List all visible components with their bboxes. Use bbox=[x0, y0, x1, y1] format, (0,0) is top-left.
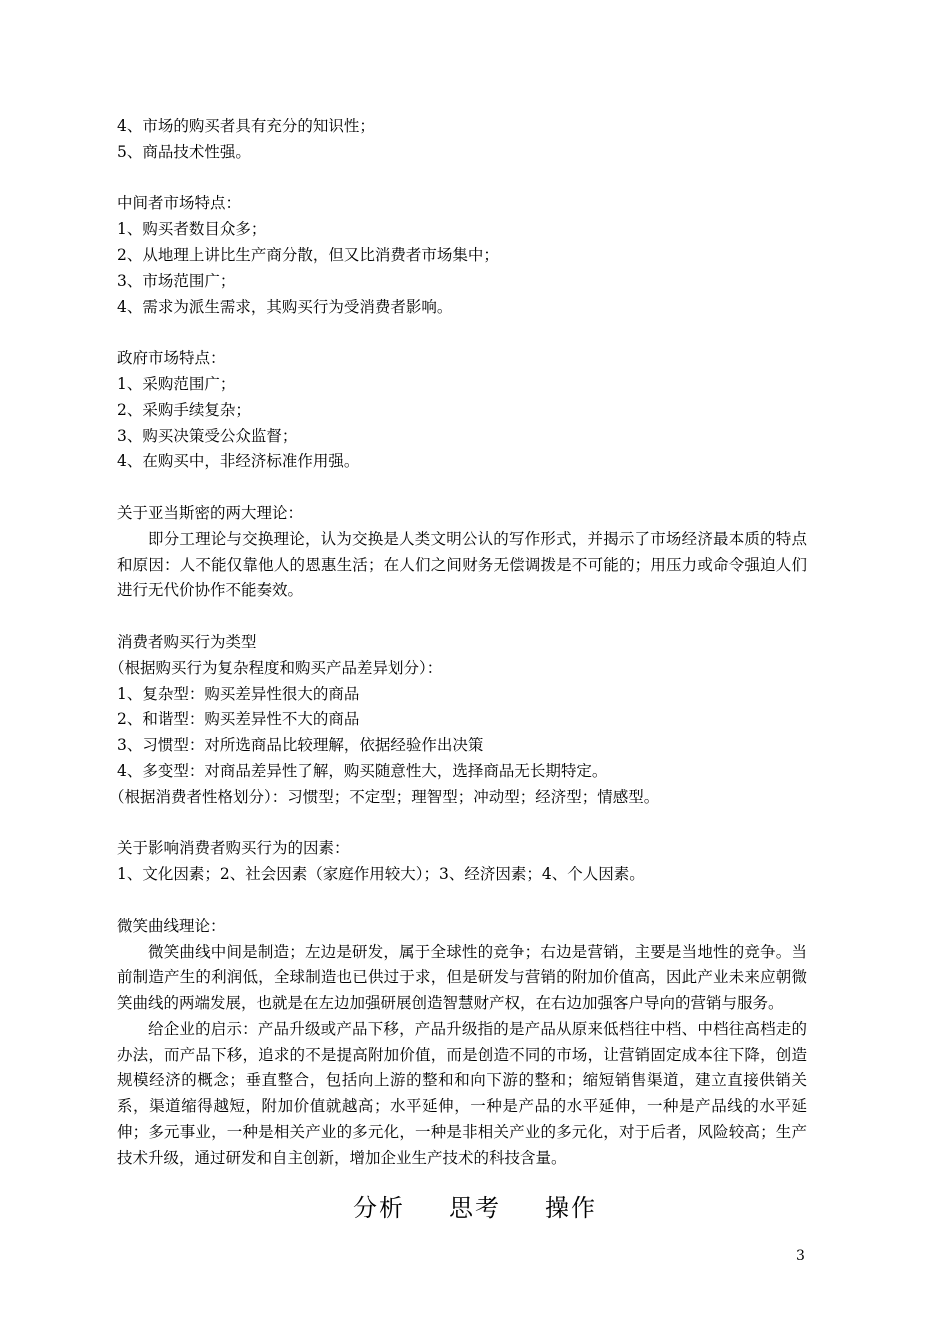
list-item: 2、和谐型：购买差异性不大的商品 bbox=[117, 710, 360, 729]
paragraph-adam-smith: 即分工理论与交换理论，认为交换是人类文明公认的写作形式，并揭示了市场经济最本质的特点和原因：人不能仅靠他人的恩惠生活；在人们之间财务无偿调拨是不可能的；用压力或命令强迫人们进行无代价协作不能奏效。 bbox=[117, 529, 807, 600]
list-item: 3、购买决策受公众监督； bbox=[117, 426, 298, 445]
footer-word-operate: 操作 bbox=[545, 1194, 597, 1222]
paragraph-smile-curve-1: 微笑曲线中间是制造；左边是研发，属于全球性的竞争；右边是营销，主要是当地性的竞争。当前制造产生的利润低，全球制造也已供过于求，但是研发与营销的附加价值高，因此产业未来应朝微笑曲线的两端发展，也就是在左边加强研展创造智慧财产权，在右边加强客户导向的营销与服务。 bbox=[117, 942, 807, 1013]
list-item: 5、商品技术性强。 bbox=[117, 142, 251, 161]
list-item: 3、习惯型：对所选商品比较理解，依据经验作出决策 bbox=[117, 736, 484, 755]
list-item: 1、复杂型：购买差异性很大的商品 bbox=[117, 684, 360, 703]
list-item: 3、市场范围广； bbox=[117, 271, 236, 290]
list-item: 1、购买者数目众多； bbox=[117, 220, 267, 239]
list-item: 4、在购买中，非经济标准作用强。 bbox=[117, 452, 360, 471]
footer-word-think: 思考 bbox=[449, 1194, 501, 1222]
page-number: 3 bbox=[796, 1248, 805, 1264]
sub-heading-buying-types: （根据购买行为复杂程度和购买产品差异划分）： bbox=[109, 658, 443, 677]
section-heading-government: 政府市场特点： bbox=[117, 349, 226, 368]
list-item: 2、采购手续复杂； bbox=[117, 400, 251, 419]
spacer bbox=[117, 888, 807, 914]
spacer bbox=[117, 166, 807, 192]
footer-title bbox=[0, 1188, 950, 1223]
spacer bbox=[117, 604, 807, 630]
section-heading-factors: 关于影响消费者购买行为的因素： bbox=[117, 839, 350, 858]
paragraph-smile-curve-2: 给企业的启示：产品升级或产品下移，产品升级指的是产品从原来低档往中档、中档往高档走的办法，而产品下移，追求的不是提高附加价值，而是创造不同的市场，让营销固定成本往下降，创造规模经济的概念；垂直整合，包括向上游的整和和向下游的整和；缩短销售渠道，建立直接供销关系，渠道缩得越短，附加价值就越高；水平延伸，一种是产品的水平延伸，一种是产品线的水平延伸；多元事业，一种是相关产业的多元化，一种是非相关产业的多元化，对于后者，风险较高；生产技术升级，通过研发和自主创新，增加企业生产技术的科技含量。 bbox=[117, 1019, 807, 1167]
factors-line: 1、文化因素；2、社会因素（家庭作用较大）；3、经济因素；4、个人因素。 bbox=[117, 865, 645, 884]
list-item: 2、从地理上讲比生产商分散，但又比消费者市场集中； bbox=[117, 245, 499, 264]
list-item: 1、采购范围广； bbox=[117, 374, 236, 393]
section-heading-adam-smith: 关于亚当斯密的两大理论： bbox=[117, 503, 304, 522]
footer-word-analyze: 分析 bbox=[353, 1194, 405, 1222]
spacer bbox=[117, 320, 807, 346]
section-heading-intermediary: 中间者市场特点： bbox=[117, 194, 242, 213]
spacer bbox=[117, 475, 807, 501]
spacer bbox=[117, 811, 807, 837]
list-item: 4、多变型：对商品差异性了解，购买随意性大，选择商品无长期特定。 bbox=[117, 761, 608, 780]
section-heading-buying-types: 消费者购买行为类型 bbox=[117, 632, 257, 651]
document-body bbox=[109, 114, 807, 1172]
section-heading-smile-curve: 微笑曲线理论： bbox=[117, 916, 226, 935]
list-item: 4、需求为派生需求，其购买行为受消费者影响。 bbox=[117, 297, 453, 316]
personality-types-line: （根据消费者性格划分）：习惯型；不定型；理智型；冲动型；经济型；情感型。 bbox=[109, 787, 660, 806]
list-item: 4、市场的购买者具有充分的知识性； bbox=[117, 117, 375, 135]
